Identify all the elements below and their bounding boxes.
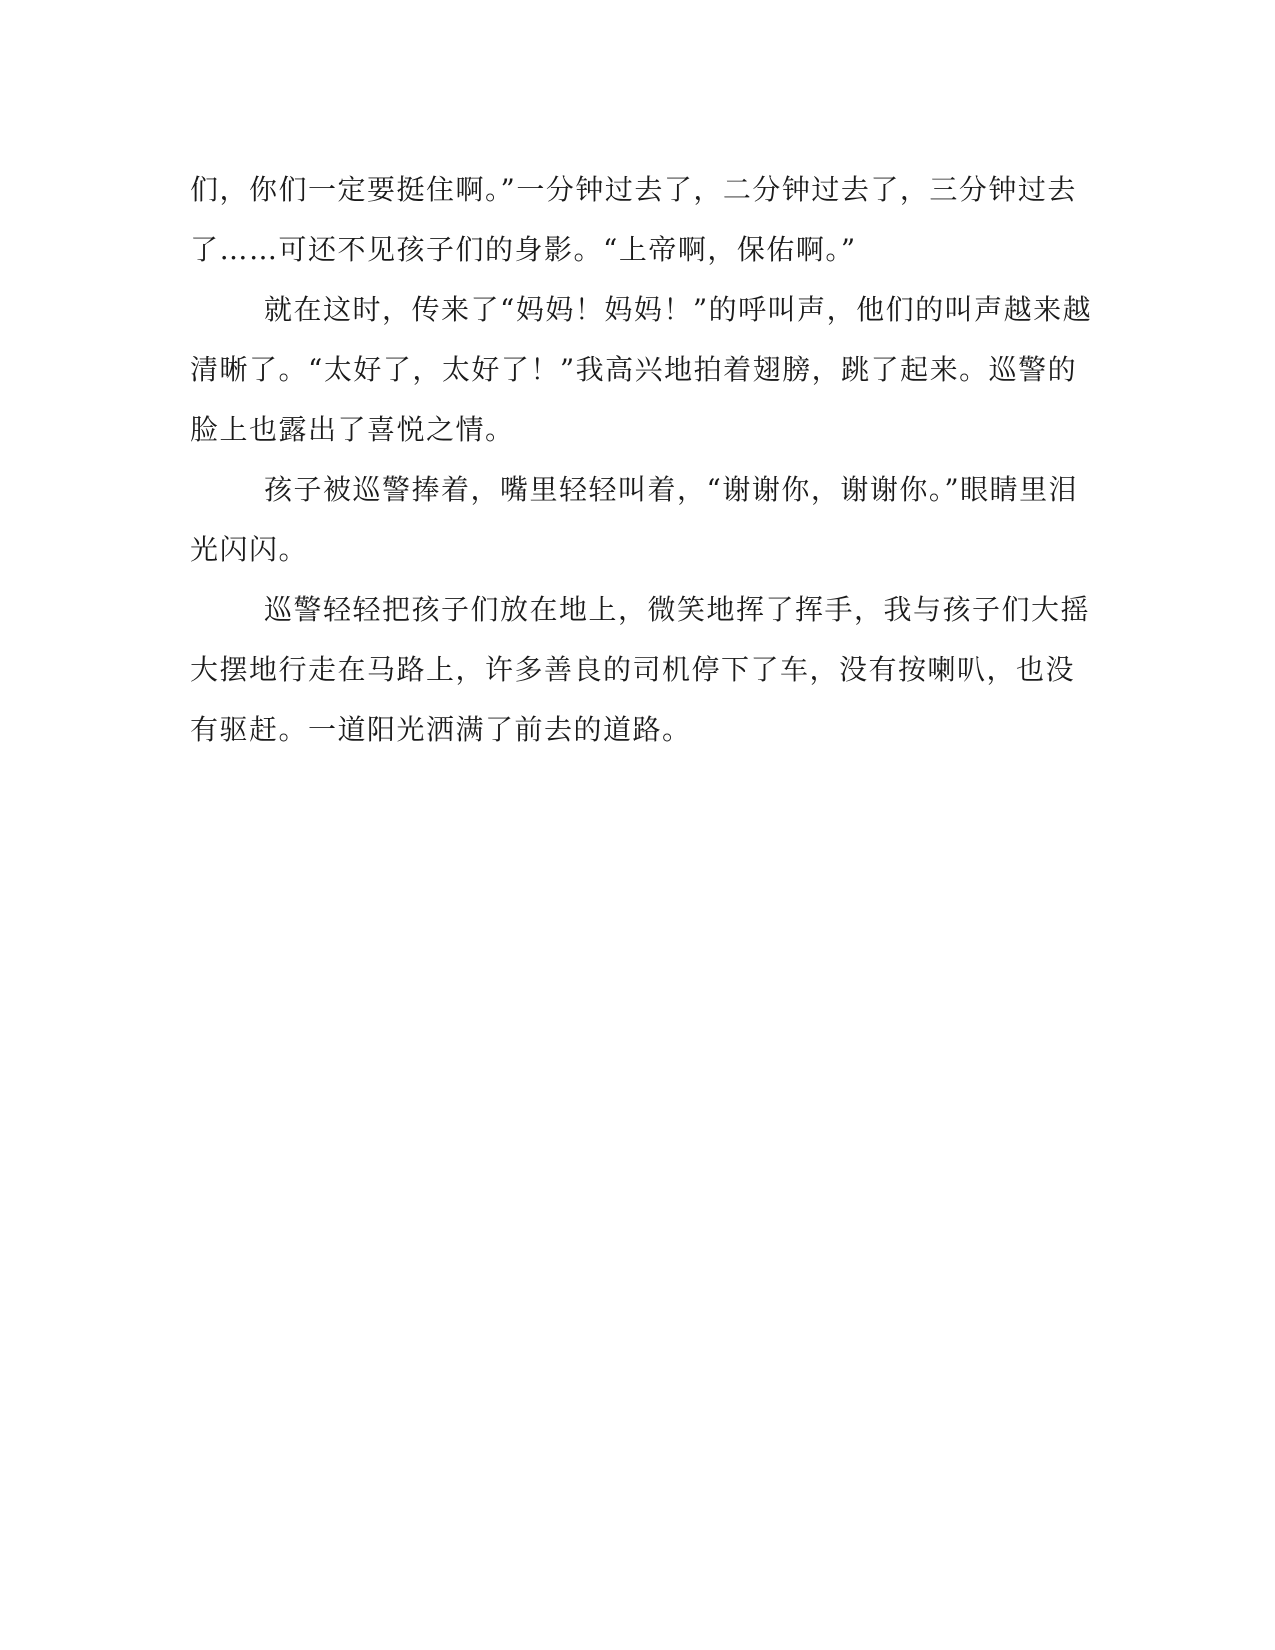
text-line: 清晰了。“太好了，太好了！”我高兴地拍着翅膀，跳了起来。巡警的 [190, 353, 1078, 386]
text-line: 巡警轻轻把孩子们放在地上，微笑地挥了挥手，我与孩子们大摇 [264, 593, 1091, 626]
text-line: 们，你们一定要挺住啊。”一分钟过去了，二分钟过去了，三分钟过去 [190, 173, 1077, 206]
paragraph [190, 460, 1085, 580]
text-line: 大摆地行走在马路上，许多善良的司机停下了车，没有按喇叭，也没 [190, 653, 1076, 686]
text-line: 脸上也露出了喜悦之情。 [190, 413, 515, 446]
document-body [190, 160, 1093, 760]
paragraph [190, 160, 1085, 280]
paragraph [190, 580, 1091, 760]
text-line: 就在这时，传来了“妈妈！妈妈！”的呼叫声，他们的叫声越来越 [264, 293, 1093, 326]
text-line: 有驱赶。一道阳光洒满了前去的道路。 [190, 713, 692, 746]
text-line: 了……可还不见孩子们的身影。“上帝啊，保佑啊。” [190, 233, 857, 266]
text-line: 孩子被巡警捧着，嘴里轻轻叫着，“谢谢你，谢谢你。”眼睛里泪 [264, 473, 1079, 506]
paragraph [190, 280, 1093, 460]
text-line: 光闪闪。 [190, 533, 309, 566]
